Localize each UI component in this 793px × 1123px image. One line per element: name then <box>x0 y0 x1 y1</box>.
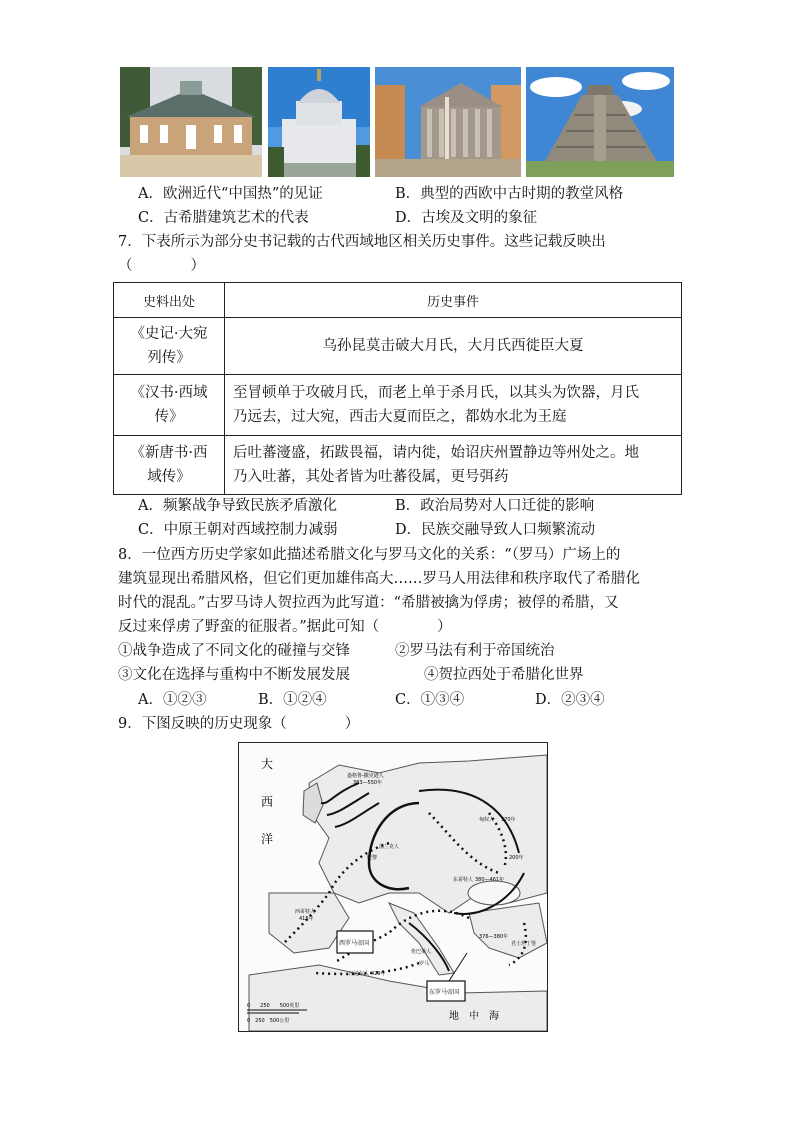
q7-stem-line2: （ ） <box>118 258 205 274</box>
map-label-ostro-years: 380—461年 <box>475 877 505 883</box>
table-cell-event: 至冒顿单于攻破月氏，而老上单于杀月氏，以其头为饮器，月氏 乃远去，过大宛，西击大夏而臣之，都妫水北为王庭 <box>225 375 682 436</box>
map-label-huns-years: 370年 <box>501 817 516 823</box>
table-row <box>114 436 682 495</box>
q8-stem-line1: 8．一位西方历史学家如此描述希腊文化与罗马文化的关系：“（罗马）广场上的 <box>118 547 621 563</box>
map-label-west-empire: 西罗马帝国 <box>339 940 370 947</box>
map-scale-bottom: 0 250 500公里 <box>247 1018 290 1024</box>
photo-pantheon <box>375 67 521 177</box>
q6-option-d: D．古埃及文明的象征 <box>395 210 538 226</box>
q6-option-a: A．欧洲近代“中国热”的见证 <box>138 186 323 202</box>
map-label-east-empire: 东罗马帝国 <box>429 989 460 996</box>
table-cell-source: 《汉书·西域 传》 <box>114 375 225 436</box>
table-header-event: 历史事件 <box>225 283 682 318</box>
q6-option-c: C．古希腊建筑艺术的代表 <box>138 210 309 226</box>
map-scale-top: 0 250 500英里 <box>247 1003 300 1009</box>
table-cell-source: 《新唐书·西 域传》 <box>114 436 225 495</box>
map-label-rome: 罗马 <box>419 961 430 967</box>
table-header-source: 史料出处 <box>114 283 225 318</box>
q7-option-d: D．民族交融导致人口频繁流动 <box>395 522 596 538</box>
map-label-200: 200年 <box>509 855 524 861</box>
table-cell-source: 《史记·大宛 列传》 <box>114 318 225 375</box>
q8-item-4: ④贺拉西处于希腊化世界 <box>424 667 584 683</box>
map-label-lombard: 伦巴第人 <box>411 949 432 955</box>
map-label-vandal: 汪达尔人 <box>349 971 370 977</box>
map-label-visigoth-years: 415年 <box>299 916 314 922</box>
table-row <box>114 375 682 436</box>
q7-table <box>113 282 682 495</box>
map-label-anglo: 盎格鲁-撒克逊人 <box>347 773 384 779</box>
q7-stem-line1: 7．下表所示为部分史书记载的古代西域地区相关历史事件。这些记载反映出 <box>118 234 606 250</box>
map-label-visigoth: 西哥特人 <box>295 909 316 915</box>
q8-stem-line4: 反过来俘虏了野蛮的征服者。”据此可知（ ） <box>118 619 452 635</box>
q8-item-3: ③文化在选择与重构中不断发展发展 <box>118 667 350 683</box>
map-label-xi: 西 <box>261 795 274 809</box>
q8-item-1: ①战争造成了不同文化的碰撞与交锋 <box>118 643 350 659</box>
photo-pyramid <box>526 67 674 177</box>
photo-cathedral <box>268 67 370 177</box>
map-label-376: 376—380年 <box>479 934 509 940</box>
photo-chinese-pavilion <box>120 67 262 177</box>
map-label-paris: 巴黎 <box>367 855 378 861</box>
migration-map <box>238 742 548 1032</box>
q7-option-a: A．频繁战争导致民族矛盾激化 <box>138 498 337 514</box>
q8-option-a: A．①②③ <box>138 692 207 708</box>
table-cell-event: 乌孙昆莫击破大月氏，大月氏西徙臣大夏 <box>225 318 682 375</box>
map-label-ostro: 东哥特人 <box>453 877 474 883</box>
q8-option-d: D．②③④ <box>535 692 605 708</box>
map-label-frank: 法兰克人 <box>379 844 400 850</box>
map-label-mediterranean: 地 中 海 <box>449 1011 499 1022</box>
q8-option-b: B．①②④ <box>258 692 327 708</box>
map-label-yang: 洋 <box>261 832 274 846</box>
q9-stem: 9．下图反映的历史现象（ ） <box>118 716 360 732</box>
q6-option-b: B．典型的西欧中古时期的教堂风格 <box>395 186 624 202</box>
map-label-vandal-years: 429年 <box>371 971 386 977</box>
table-cell-event: 后吐蕃濅盛，拓跋畏福，请内徙，始诏庆州置静边等州处之。地 乃入吐蕃，其处者皆为吐蕃役属，更号弭药 <box>225 436 682 495</box>
q8-item-2: ②罗马法有利于帝国统治 <box>395 643 555 659</box>
q8-stem-line3: 时代的混乱。”古罗马诗人贺拉西为此写道：“希腊被擒为俘虏；被俘的希腊，又 <box>118 595 619 611</box>
q8-stem-line2: 建筑显现出希腊风格，但它们更加雄伟高大……罗马人用法律和秩序取代了希腊化 <box>118 571 640 587</box>
table-row <box>114 318 682 375</box>
map-label-constantinople: 君士坦丁堡 <box>511 941 537 947</box>
q8-option-c: C．①③④ <box>395 692 465 708</box>
map-label-huns: 匈奴人 <box>479 817 495 823</box>
q7-option-c: C．中原王朝对西域控制力减弱 <box>138 522 338 538</box>
map-label-da: 大 <box>261 757 274 771</box>
q7-option-b: B．政治局势对人口迁徙的影响 <box>395 498 595 514</box>
map-label-anglo-years: 383—550年 <box>353 780 383 786</box>
